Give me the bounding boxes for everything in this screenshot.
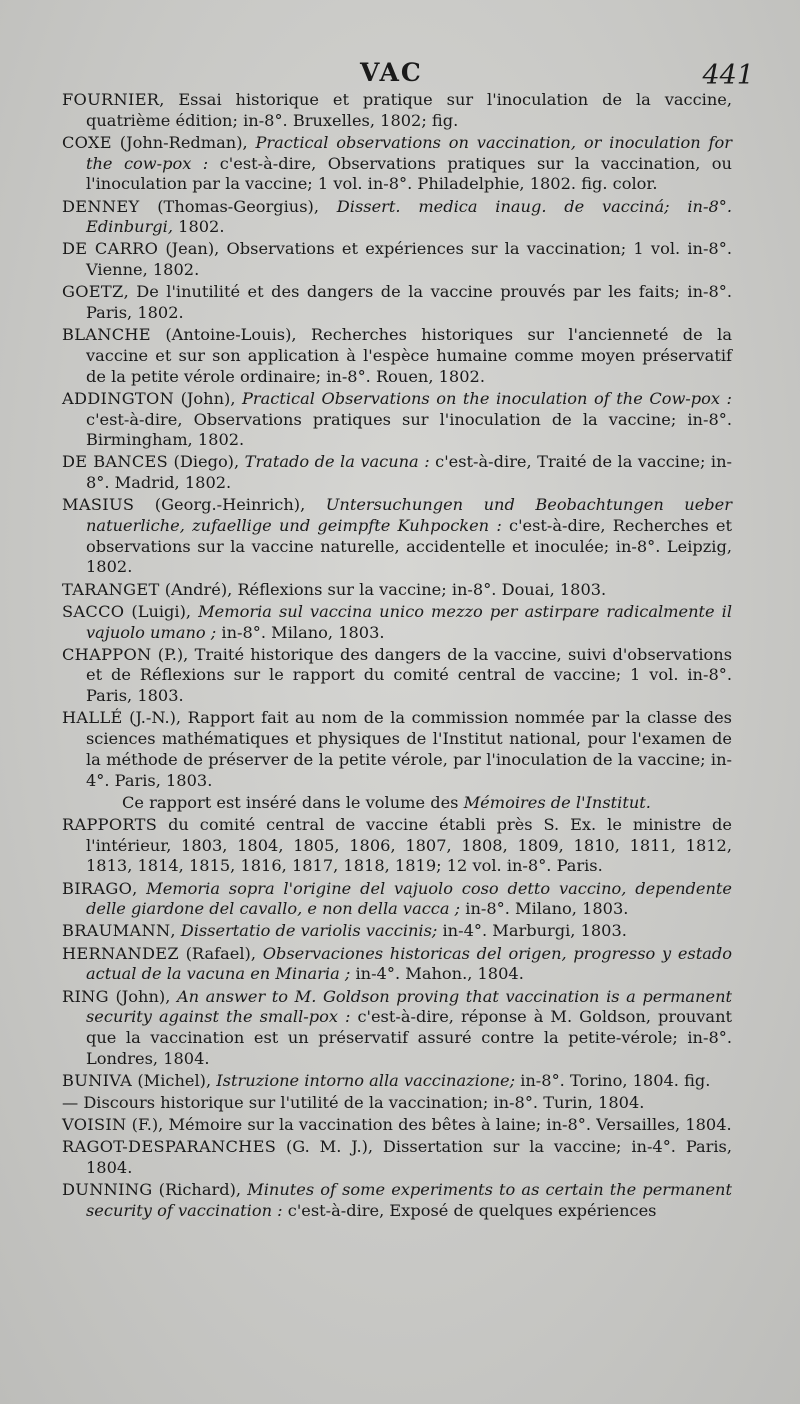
entry-author: RAGOT-DESPARANCHES xyxy=(62,1137,277,1157)
entry-text: (Rafael), xyxy=(178,943,263,963)
entry-author: DUNNING xyxy=(62,1180,153,1200)
entry-author: DENNEY xyxy=(62,196,140,216)
entry-text: (Diego), xyxy=(168,452,245,472)
entry-text: (P.), Traité historique des dangers de la vaccine, suivi d'observations et de Réflexions sur le rapport du comité central de vaccine; 1 vol. in-8°. Paris, 1803. xyxy=(86,644,732,706)
entry-text: , xyxy=(132,878,147,898)
bibliography-entry xyxy=(62,389,732,451)
entry-text: (Jean), Observations et expériences sur la vaccination; 1 vol. in-8°. Vienne, 1802. xyxy=(86,239,732,280)
entry-text: c'est-à-dire, Recherches et observations sur la vaccine naturelle, accidentelle et inoculée; in-8°. Leipzig, 1802. xyxy=(86,516,732,577)
bibliography-entry xyxy=(62,921,732,942)
entry-text: c'est-à-dire, réponse à M. Goldson, prouvant que la vaccination est un préservatif assuré contre la petite-vérole; in-8°. Londres, 1804. xyxy=(86,1007,732,1068)
entry-text: (G. M. J.), Dissertation sur la vaccine; in-4°. Paris, 1804. xyxy=(86,1137,732,1178)
entry-text: , xyxy=(170,921,181,941)
entry-text: , De l'inutilité et des dangers de la vaccine prouvés par les faits; in-8°. Paris, 1802. xyxy=(86,282,732,323)
bibliography-entry xyxy=(62,815,732,877)
entry-author: DE BANCES xyxy=(62,452,169,472)
entry-title: Minutes of some experiments to as certain the permanent security of vaccination : xyxy=(86,1180,732,1221)
entry-text: (F.), Mémoire sur la vaccination des bêtes à laine; in-8°. Versailles, 1804. xyxy=(126,1115,732,1135)
entry-text: (Antoine-Louis), Recherches historiques sur l'ancienneté de la vaccine et sur son application à l'espèce humaine comme moyen préservatif de la petite vérole ordinaire; in-8°. Rouen, 1802. xyxy=(86,325,732,386)
entry-author: RING xyxy=(62,986,109,1006)
entry-text: in-8°. Milano, 1803. xyxy=(460,899,629,919)
entry-title: Memoria sopra l'origine del vajuolo coso detto vaccino, dependente delle giardone del cavallo, e non della vacca ; xyxy=(86,878,733,919)
note-paragraph xyxy=(62,793,732,814)
entry-author: HERNANDEZ xyxy=(62,943,179,963)
entry-text: Ce rapport est inséré dans le volume des xyxy=(122,792,464,812)
entry-text: c'est-à-dire, Traité de la vaccine; in-8°. Madrid, 1802. xyxy=(86,452,732,493)
entry-author: RAPPORTS xyxy=(62,814,158,834)
entry-author: DE CARRO xyxy=(62,239,159,259)
entry-text: c'est-à-dire, Observations pratiques sur l'inoculation de la vaccine; in-8°. Birmingham, 1802. xyxy=(86,409,732,450)
entry-text: in-4°. Mahon., 1804. xyxy=(350,964,524,984)
entry-text: , Essai historique et pratique sur l'inoculation de la vaccine, quatrième édition; in-8°. Bruxelles, 1802; fig. xyxy=(86,90,732,130)
entry-author: CHAPPON xyxy=(62,644,152,664)
bibliography-entry xyxy=(62,325,732,387)
bibliography-entry xyxy=(62,133,732,195)
bibliography-entry xyxy=(62,944,732,985)
entry-author: HALLÉ xyxy=(62,708,123,728)
entry-text: (Luigi), xyxy=(124,601,199,621)
bibliography-entry xyxy=(62,239,732,280)
bibliography-entry xyxy=(62,879,732,920)
bibliography-entry xyxy=(62,1071,732,1092)
entry-title: Istruzione intorno alla vaccinazione; xyxy=(216,1070,516,1090)
entry-title: Observaciones historicas del origen, progresso y estado actual de la vacuna en Minaria ; xyxy=(86,943,732,984)
bibliography-entry xyxy=(62,602,732,643)
entry-title: An answer to M. Goldson proving that vaccination is a permanent security against the small-pox : xyxy=(86,986,732,1027)
entry-author: COXE xyxy=(62,132,112,152)
entry-text: 1802. xyxy=(173,217,225,237)
bibliography-entry xyxy=(62,1093,732,1114)
entry-title: Mémoires de l'Institut. xyxy=(463,792,651,812)
page-header xyxy=(0,58,800,94)
entry-author: BIRAGO xyxy=(62,878,133,898)
entry-author: BUNIVA xyxy=(62,1070,133,1090)
entry-title: Dissert. medica inaug. de vacciná; in-8°. Edinburgi, xyxy=(86,196,732,237)
entry-title: Practical observations on vaccination, or inoculation for the cow-pox : xyxy=(86,132,732,173)
entry-text: (J.-N.), Rapport fait au nom de la commission nommée par la classe des sciences mathématiques et physiques de l'Institut national, pour l'examen de la méthode de préserver de la petite vérole, par l'inoculation de la vaccine; in-4°. Paris, 1803. xyxy=(86,708,732,790)
page-number: 441 xyxy=(702,60,754,91)
entry-title: Practical Observations on the inoculation of the Cow-pox : xyxy=(242,388,733,408)
bibliography-entry xyxy=(62,452,732,493)
entry-text: (Thomas-Georgius), xyxy=(139,196,337,216)
bibliography-entry xyxy=(62,282,732,323)
bibliography-list xyxy=(62,90,732,1223)
entry-text: in-4°. Marburgi, 1803. xyxy=(437,921,627,941)
entry-author: ADDINGTON xyxy=(62,388,175,408)
entry-text: (Georg.-Heinrich), xyxy=(134,495,326,515)
entry-author: SACCO xyxy=(62,601,125,621)
bibliography-entry xyxy=(62,987,732,1070)
entry-title: Memoria sul vaccina unico mezzo per astirpare radicalmente il vajuolo umano ; xyxy=(86,601,732,642)
bibliography-entry xyxy=(62,580,732,601)
entry-text: (John), xyxy=(174,388,243,408)
entry-text: (André), Réflexions sur la vaccine; in-8°. Douai, 1803. xyxy=(159,579,607,599)
entry-author: VOISIN xyxy=(62,1115,127,1135)
bibliography-entry xyxy=(62,645,732,707)
entry-text: (John), xyxy=(108,986,177,1006)
entry-text: in-8°. Milano, 1803. xyxy=(216,622,385,642)
bibliography-entry xyxy=(62,90,732,131)
entry-text: du comité central de vaccine établi près S. Ex. le ministre de l'intérieur, 1803, 1804, 1805, 1806, 1807, 1808, 1809, 1810, 1811, 1812, 1813, 1814, 1815, 1816, 1817, 1818, 1819; 12 vol. in-8°. Paris. xyxy=(86,814,732,876)
entry-title: Dissertatio de variolis vaccinis; xyxy=(180,921,438,941)
bibliography-entry xyxy=(62,708,732,791)
entry-text: (John-Redman), xyxy=(111,132,256,152)
bibliography-entry xyxy=(62,1180,732,1221)
entry-text: c'est-à-dire, Exposé de quelques expériences xyxy=(282,1201,657,1221)
entry-author: TARANGET xyxy=(62,579,160,599)
entry-text: c'est-à-dire, Observations pratiques sur la vaccination, ou l'inoculation par la vaccine; 1 vol. in-8°. Philadelphie, 1802. fig. color. xyxy=(86,153,732,194)
bibliography-entry xyxy=(62,1115,732,1136)
entry-title: Untersuchungen und Beobachtungen ueber natuerliche, zufaellige und geimpfte Kuhpocken : xyxy=(86,495,732,536)
entry-text: in-8°. Torino, 1804. fig. xyxy=(515,1070,711,1090)
entry-author: MASIUS xyxy=(62,495,135,515)
entry-text: (Richard), xyxy=(152,1180,248,1200)
entry-author: BRAUMANN xyxy=(62,921,171,941)
bibliography-entry xyxy=(62,197,732,238)
entry-text: (Michel), xyxy=(132,1070,217,1090)
running-head: VAC xyxy=(360,58,423,87)
entry-title: Tratado de la vacuna : xyxy=(244,452,430,472)
entry-author: GOETZ xyxy=(62,282,124,302)
entry-text: — Discours historique sur l'utilité de la vaccination; in-8°. Turin, 1804. xyxy=(62,1093,645,1113)
entry-author: FOURNIER xyxy=(62,90,160,109)
entry-author: BLANCHE xyxy=(62,325,151,345)
bibliography-entry xyxy=(62,495,732,578)
bibliography-entry xyxy=(62,1137,732,1178)
